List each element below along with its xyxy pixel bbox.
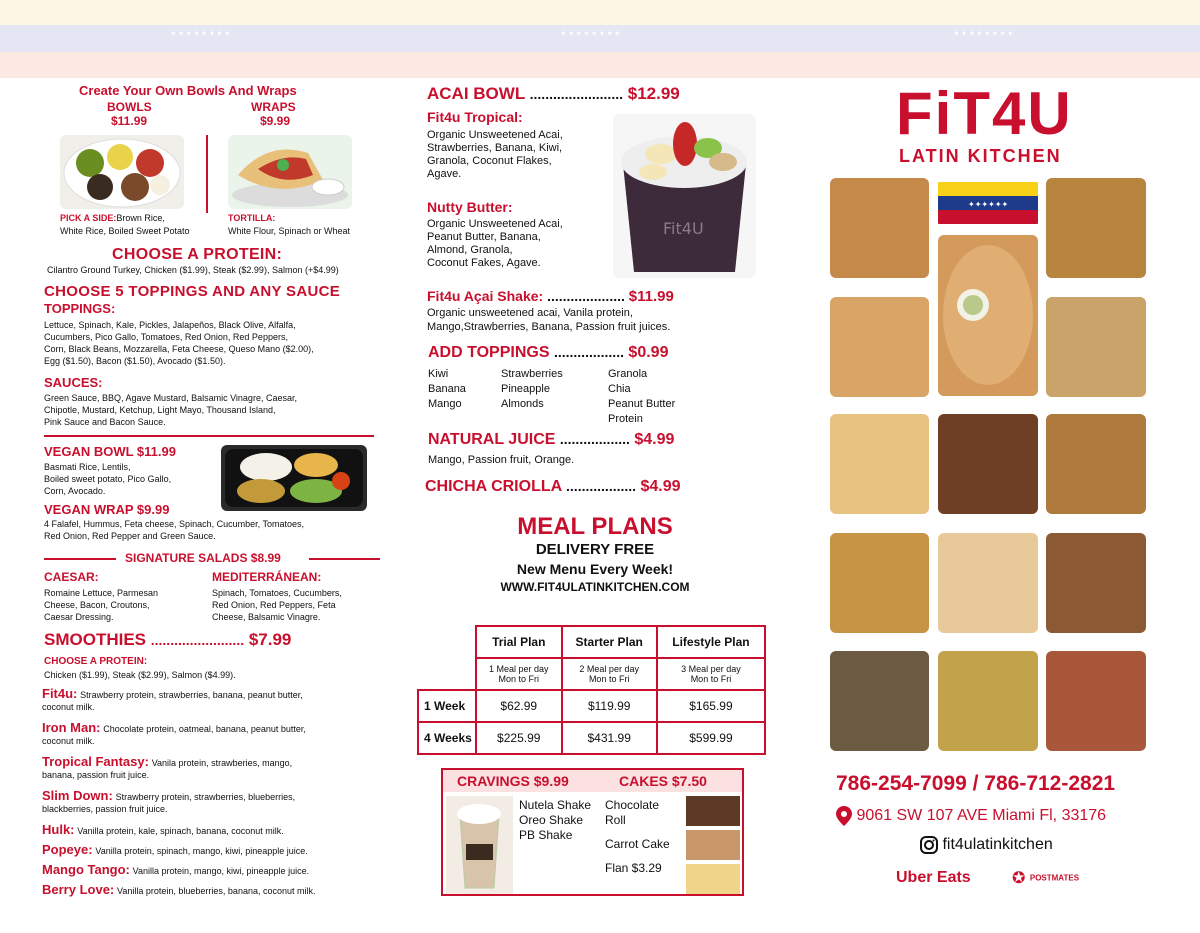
smoothies-price: $7.99 bbox=[248, 630, 292, 649]
food-photo-tequenos bbox=[938, 533, 1038, 633]
add-toppings-price: $0.99 bbox=[628, 344, 669, 361]
smoothie-desc-2: coconut milk. bbox=[42, 736, 95, 746]
smoothies-title: SMOOTHIES bbox=[44, 630, 147, 649]
tropical-line: Organic Unsweetened Acai, bbox=[427, 129, 563, 141]
acai-photo bbox=[613, 114, 756, 278]
roll-image bbox=[686, 796, 740, 826]
vegan-bowl-line: Corn, Avocado. bbox=[44, 486, 106, 496]
tropical-line: Strawberries, Banana, Kiwi, bbox=[427, 142, 563, 154]
nutty-line: Peanut Butter, Banana, bbox=[427, 231, 541, 243]
smoothie-item bbox=[42, 844, 387, 864]
tropical-title: Fit4u Tropical: bbox=[427, 109, 523, 125]
vegan-wrap-desc bbox=[44, 518, 304, 542]
table-cell-empty bbox=[418, 626, 476, 658]
instagram-handle: fit4ulatinkitchen bbox=[942, 836, 1053, 853]
caesar-desc bbox=[44, 587, 158, 623]
add-toppings-title: ADD TOPPINGS bbox=[428, 344, 550, 361]
topping-item: Almonds bbox=[501, 398, 544, 410]
meal-plans-title: MEAL PLANS bbox=[517, 513, 673, 540]
plan-sub-line: 3 Meal per day bbox=[681, 664, 741, 674]
flag-band-red bbox=[0, 52, 1200, 78]
phone-numbers[interactable]: 786-254-7099 / 786-712-2821 bbox=[836, 772, 1116, 795]
cravings-item: Nutela Shake bbox=[519, 798, 592, 812]
smoothie-list bbox=[42, 688, 387, 904]
salads-title: SIGNATURE SALADS $8.99 bbox=[125, 551, 281, 565]
smoothie-desc: Vanila protein, strawberies, mango, bbox=[151, 758, 293, 768]
instagram-row[interactable] bbox=[920, 836, 1053, 854]
shake-price: $11.99 bbox=[628, 288, 674, 305]
cake-item: Roll bbox=[605, 813, 626, 827]
topping-item: Kiwi bbox=[428, 368, 449, 380]
brand-logo: FiT4U bbox=[896, 80, 1073, 147]
chicha-dots: .................. bbox=[566, 478, 637, 494]
smoothie-desc-2: banana, passion fruit juice. bbox=[42, 770, 150, 780]
toppings-line: Cucumbers, Pico Gallo, Tomatoes, Red Onion, Red Peppers, bbox=[44, 332, 288, 342]
food-photo-steak-plate bbox=[1046, 533, 1146, 633]
smoothie-item bbox=[42, 790, 387, 824]
toppings-col-1 bbox=[428, 367, 466, 412]
cakes-title: CAKES $7.50 bbox=[619, 773, 707, 789]
plan-price: $119.99 bbox=[562, 690, 657, 722]
sauces-label: SAUCES: bbox=[44, 375, 103, 390]
smoothie-name: Iron Man: bbox=[42, 720, 101, 735]
chicha-title: CHICHA CRIOLLA bbox=[425, 478, 562, 495]
side-text-2: White Rice, Boiled Sweet Potato bbox=[60, 226, 190, 236]
plan-row-label: 4 Weeks bbox=[418, 722, 476, 754]
shake-image bbox=[446, 796, 513, 894]
sauces-line: Chipotle, Mustard, Ketchup, Light Mayo, Thousand Island, bbox=[44, 405, 276, 415]
smoothie-desc-2: blackberries, passion fruit juice. bbox=[42, 804, 168, 814]
postmates-text: POSTMATES bbox=[1029, 873, 1080, 883]
table-row bbox=[418, 690, 765, 722]
side-options: Brown Rice, bbox=[116, 213, 165, 223]
food-photo-bowl bbox=[830, 651, 929, 751]
toppings-title: CHOOSE 5 TOPPINGS AND ANY SAUCE bbox=[44, 283, 341, 300]
sauces-line: Green Sauce, BBQ, Agave Mustard, Balsamic Vinagre, Caesar, bbox=[44, 393, 297, 403]
juice-dots: .................. bbox=[559, 431, 630, 447]
stars-decoration: ✦✦✦✦✦✦✦✦ bbox=[953, 29, 1015, 38]
plan-sub-line: Mon to Fri bbox=[690, 674, 732, 684]
instagram-icon bbox=[920, 836, 938, 854]
postmates-icon: ✪ bbox=[1012, 870, 1026, 887]
shake-desc bbox=[427, 306, 670, 334]
stars-decoration: ✦✦✦✦✦✦✦✦ bbox=[170, 29, 232, 38]
shake-dots: .................... bbox=[547, 288, 625, 304]
cake-item: Carrot Cake bbox=[605, 837, 670, 851]
smoothie-item bbox=[42, 722, 387, 756]
table-row bbox=[418, 658, 765, 690]
smoothie-name: Tropical Fantasy: bbox=[42, 754, 149, 769]
cravings-item: Oreo Shake bbox=[519, 813, 584, 827]
shake-title: Fit4u Açai Shake: bbox=[427, 288, 544, 304]
topping-item: Pineapple bbox=[501, 383, 550, 395]
carrot-cake-image bbox=[686, 830, 740, 860]
plan-price: $431.99 bbox=[562, 722, 657, 754]
plan-subheader bbox=[562, 658, 657, 690]
ubereats-logo[interactable]: Uber Eats bbox=[896, 869, 971, 886]
protein-text: Cilantro Ground Turkey, Chicken ($1.99), Steak ($2.99), Salmon (+$4.99) bbox=[47, 265, 339, 275]
juice-price: $4.99 bbox=[634, 431, 675, 448]
plan-price: $599.99 bbox=[657, 722, 765, 754]
table-row bbox=[418, 626, 765, 658]
flag-band-yellow bbox=[0, 0, 1200, 25]
vegan-bowl-line: Boiled sweet potato, Pico Gallo, bbox=[44, 474, 172, 484]
smoothie-name: Fit4u: bbox=[42, 686, 78, 701]
brand-subtitle: LATIN KITCHEN bbox=[899, 146, 1062, 166]
cravings-box bbox=[441, 768, 744, 896]
smoothie-item bbox=[42, 824, 387, 844]
bowl-image bbox=[60, 135, 184, 209]
cup-logo: Fit4U bbox=[663, 219, 704, 238]
toppings-heading bbox=[428, 344, 668, 362]
postmates-logo[interactable] bbox=[1012, 868, 1079, 888]
plan-sub-line: Mon to Fri bbox=[588, 674, 630, 684]
address-text: 9061 SW 107 AVE Miami Fl, 33176 bbox=[856, 807, 1107, 824]
smoothie-protein-text: Chicken ($1.99), Steak ($2.99), Salmon ($4.99). bbox=[44, 670, 236, 680]
food-photo-pastelon bbox=[830, 533, 929, 633]
acai-dots: ........................ bbox=[529, 86, 623, 102]
cravings-header bbox=[443, 770, 742, 792]
food-photo-plantains bbox=[1046, 414, 1146, 514]
wraps-label: WRAPS bbox=[251, 100, 296, 114]
toppings-line: Lettuce, Spinach, Kale, Pickles, Jalapeños, Black Olive, Alfalfa, bbox=[44, 320, 296, 330]
sauces-line: Pink Sauce and Bacon Sauce. bbox=[44, 417, 166, 427]
smoothie-item bbox=[42, 864, 387, 884]
cakes-list bbox=[605, 798, 670, 876]
wrap-photo bbox=[228, 135, 352, 209]
smoothie-desc: Vanilla protein, spinach, mango, kiwi, pineapple juice. bbox=[95, 846, 308, 856]
plan-price: $225.99 bbox=[476, 722, 562, 754]
acai-heading bbox=[427, 84, 680, 104]
flan-image bbox=[686, 864, 740, 894]
food-photo-lomo bbox=[1046, 651, 1146, 751]
vegan-wrap-title: VEGAN WRAP $9.99 bbox=[44, 502, 170, 517]
food-photo-soup bbox=[938, 651, 1038, 751]
toppings-line: Corn, Black Beans, Mozzarella, Feta Cheese, Queso Mano ($2.00), bbox=[44, 344, 314, 354]
cake-item: Flan $3.29 bbox=[605, 861, 662, 875]
shake-line: Organic unsweetened acai, Vanila protein, bbox=[427, 307, 633, 319]
smoothie-name: Slim Down: bbox=[42, 788, 113, 803]
flag-icon bbox=[938, 178, 1038, 228]
toppings-col-2 bbox=[501, 367, 563, 412]
shake-line: Mango,Strawberries, Banana, Passion fruit juices. bbox=[427, 321, 671, 333]
smoothies-heading bbox=[44, 630, 291, 650]
medit-line: Spinach, Tomatoes, Cucumbers, bbox=[212, 588, 342, 598]
svg-text:✦✦✦✦✦✦: ✦✦✦✦✦✦ bbox=[968, 200, 1009, 209]
section-rule bbox=[44, 435, 374, 437]
juice-title: NATURAL JUICE bbox=[428, 431, 556, 448]
topping-item: Strawberries bbox=[501, 368, 563, 380]
smoothie-desc: Vanilla protein, blueberries, banana, coconut milk. bbox=[117, 886, 316, 896]
meal-new-menu: New Menu Every Week! bbox=[516, 561, 674, 577]
cravings-list bbox=[519, 798, 591, 843]
location-pin-icon bbox=[836, 806, 852, 826]
table-row bbox=[418, 722, 765, 754]
tropical-line: Agave. bbox=[427, 168, 462, 180]
caesar-line: Caesar Dressing. bbox=[44, 612, 114, 622]
smoothie-item bbox=[42, 756, 387, 790]
smoothie-protein-title: CHOOSE A PROTEIN: bbox=[44, 656, 148, 667]
plan-header: Starter Plan bbox=[562, 626, 657, 658]
caesar-label: CAESAR: bbox=[44, 570, 99, 584]
wraps-price: $9.99 bbox=[260, 114, 291, 128]
vegan-wrap-line: Red Onion, Red Pepper and Green Sauce. bbox=[44, 531, 216, 541]
smoothie-item bbox=[42, 688, 387, 722]
plan-subheader bbox=[476, 658, 562, 690]
food-photo-hotdog bbox=[830, 297, 929, 397]
protein-title: CHOOSE A PROTEIN: bbox=[112, 246, 283, 263]
smoothie-desc: Chocolate protein, oatmeal, banana, peanut butter, bbox=[103, 724, 306, 734]
caesar-line: Romaine Lettuce, Parmesan bbox=[44, 588, 159, 598]
topping-item: Granola bbox=[608, 368, 648, 380]
cake-item: Chocolate bbox=[605, 798, 660, 812]
smoothies-dots: ........................ bbox=[150, 632, 245, 648]
medit-line: Red Onion, Red Peppers, Feta bbox=[212, 600, 336, 610]
shake-photo bbox=[446, 796, 513, 894]
side-text bbox=[60, 213, 165, 224]
create-title: Create Your Own Bowls And Wraps bbox=[79, 83, 297, 98]
topping-item: Peanut Butter bbox=[608, 398, 676, 410]
table-cell-empty bbox=[418, 658, 476, 690]
bowls-label: BOWLS bbox=[107, 100, 152, 114]
vegan-bowl-image bbox=[221, 445, 367, 511]
add-toppings-dots: .................. bbox=[553, 344, 624, 360]
topping-item: Mango bbox=[428, 398, 462, 410]
caesar-line: Cheese, Bacon, Croutons, bbox=[44, 600, 150, 610]
juice-desc: Mango, Passion fruit, Orange. bbox=[428, 454, 575, 466]
plan-subheader bbox=[657, 658, 765, 690]
chicha-heading bbox=[425, 478, 681, 496]
plan-sub-line: 1 Meal per day bbox=[488, 664, 549, 674]
plan-header: Lifestyle Plan bbox=[657, 626, 765, 658]
smoothie-item bbox=[42, 884, 387, 904]
plan-sub-line: 2 Meal per day bbox=[579, 664, 639, 674]
venezuela-flag-image bbox=[938, 178, 1038, 228]
food-photo-empanadas bbox=[938, 235, 1038, 396]
meal-plans-block bbox=[420, 513, 770, 595]
meal-delivery: DELIVERY FREE bbox=[535, 541, 655, 558]
toppings-label: TOPPINGS: bbox=[44, 301, 116, 316]
empanadas-photo bbox=[938, 235, 1038, 396]
food-photo-arepa bbox=[1046, 297, 1146, 397]
acai-price: $12.99 bbox=[627, 84, 680, 103]
vegan-bowl-photo bbox=[221, 445, 367, 511]
tortilla-text: White Flour, Spinach or Wheat bbox=[228, 226, 351, 236]
bowls-price: $11.99 bbox=[111, 114, 148, 128]
plan-price: $165.99 bbox=[657, 690, 765, 722]
meal-website: WWW.FIT4ULATINKITCHEN.COM bbox=[500, 580, 690, 594]
wrap-image bbox=[228, 135, 352, 209]
plan-row-label: 1 Week bbox=[418, 690, 476, 722]
stars-decoration: ✦✦✦✦✦✦✦✦ bbox=[560, 29, 622, 38]
smoothie-desc: Strawberry protein, strawberries, blueberries, bbox=[115, 792, 296, 802]
food-photo-cachapa bbox=[830, 414, 929, 514]
topping-item: Chia bbox=[608, 383, 631, 395]
vegan-wrap-line: 4 Falafel, Hummus, Feta cheese, Spinach, Cucumber, Tomatoes, bbox=[44, 519, 304, 529]
sauces-list bbox=[44, 392, 297, 428]
smoothie-name: Mango Tango: bbox=[42, 862, 130, 877]
smoothie-desc: Strawberry protein, strawberries, banana, peanut butter, bbox=[80, 690, 303, 700]
cravings-item: PB Shake bbox=[519, 828, 573, 842]
nutty-title: Nutty Butter: bbox=[427, 199, 513, 215]
tortilla-label: TORTILLA: bbox=[228, 213, 276, 223]
shake-heading bbox=[427, 288, 674, 305]
toppings-col-3 bbox=[608, 367, 675, 427]
salads-rule-left bbox=[44, 558, 116, 560]
smoothie-desc-2: coconut milk. bbox=[42, 702, 95, 712]
bowl-photo bbox=[60, 135, 184, 209]
nutty-line: Coconut Fakes, Agave. bbox=[427, 257, 541, 269]
food-photo-pabellon bbox=[938, 414, 1038, 514]
nutty-line: Almond, Granola, bbox=[427, 244, 513, 256]
tropical-desc bbox=[427, 129, 563, 181]
smoothie-desc: Vanilla protein, kale, spinach, banana, coconut milk. bbox=[77, 826, 284, 836]
chicha-price: $4.99 bbox=[640, 478, 681, 495]
plan-sub-line: Mon to Fri bbox=[498, 674, 539, 684]
smoothie-name: Hulk: bbox=[42, 822, 75, 837]
side-label: PICK A SIDE: bbox=[60, 213, 117, 223]
divider bbox=[206, 135, 208, 213]
smoothie-name: Berry Love: bbox=[42, 882, 115, 897]
salads-rule-right bbox=[309, 558, 380, 560]
meal-plans-table bbox=[417, 625, 766, 755]
medit-line: Cheese, Balsamic Vinagre. bbox=[212, 612, 321, 622]
toppings-list bbox=[44, 319, 314, 367]
food-photo-burger bbox=[830, 178, 929, 278]
smoothie-name: Popeye: bbox=[42, 842, 93, 857]
topping-item: Protein bbox=[608, 413, 643, 425]
acai-title: ACAI BOWL bbox=[427, 84, 525, 103]
medit-desc bbox=[212, 587, 342, 623]
plan-header: Trial Plan bbox=[476, 626, 562, 658]
tropical-line: Granola, Coconut Flakes, bbox=[427, 155, 552, 167]
smoothie-desc: Vanilla protein, mango, kiwi, pineapple juice. bbox=[132, 866, 310, 876]
juice-heading bbox=[428, 431, 674, 449]
food-photo-burger-egg bbox=[1046, 178, 1146, 278]
vegan-bowl-title: VEGAN BOWL $11.99 bbox=[44, 444, 176, 459]
topping-item: Banana bbox=[428, 383, 466, 395]
address-row bbox=[836, 806, 1106, 826]
acai-bowl-image bbox=[613, 114, 756, 278]
toppings-line: Egg ($1.50), Bacon ($1.50), Avocado ($1.50). bbox=[44, 356, 226, 366]
nutty-line: Organic Unsweetened Acai, bbox=[427, 218, 563, 230]
vegan-bowl-line: Basmati Rice, Lentils, bbox=[44, 462, 131, 472]
cravings-title: CRAVINGS $9.99 bbox=[457, 773, 569, 789]
medit-label: MEDITERRÁNEAN: bbox=[212, 570, 322, 584]
plan-price: $62.99 bbox=[476, 690, 562, 722]
vegan-bowl-desc bbox=[44, 461, 171, 497]
nutty-desc bbox=[427, 218, 563, 270]
